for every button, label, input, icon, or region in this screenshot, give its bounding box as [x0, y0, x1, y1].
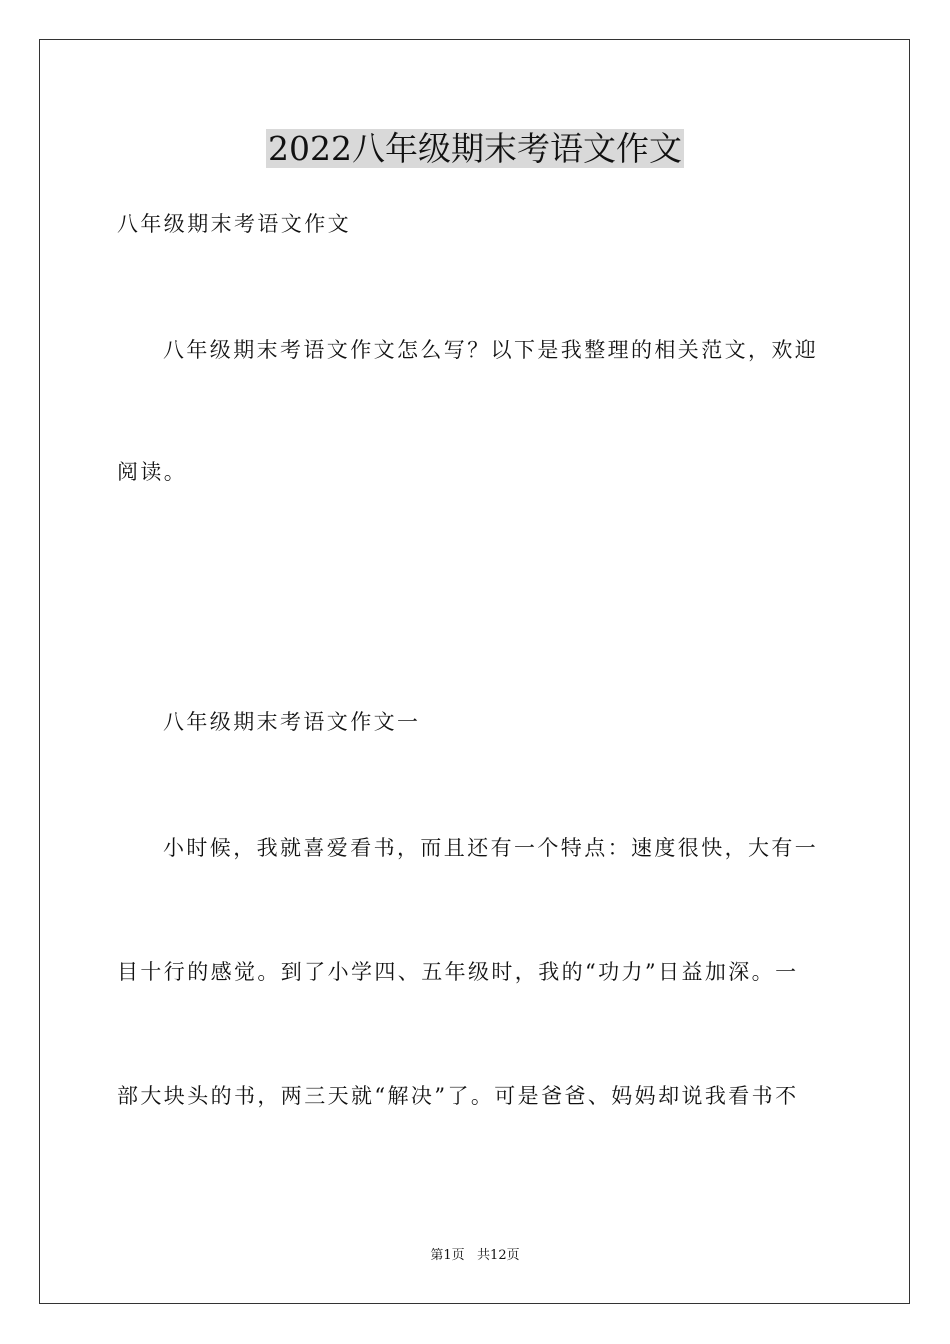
page-footer: 第1页 共12页	[430, 1248, 520, 1263]
intro-line-cont: 阅读。	[117, 460, 188, 484]
body-line: 小时候，我就喜爱看书，而且还有一个特点：速度很快，大有一	[163, 836, 819, 860]
body-line: 目十行的感觉。到了小学四、五年级时，我的“功力”日益加深。一	[117, 960, 799, 984]
subtitle-line: 八年级期末考语文作文	[117, 212, 351, 236]
document-title	[0, 127, 950, 171]
title-text: 2022八年级期末考语文作文	[268, 129, 682, 168]
intro-line: 八年级期末考语文作文怎么写？以下是我整理的相关范文，欢迎	[163, 338, 819, 362]
section-heading: 八年级期末考语文作文一	[163, 710, 421, 734]
body-line: 部大块头的书，两三天就“解决”了。可是爸爸、妈妈却说我看书不	[117, 1084, 799, 1108]
